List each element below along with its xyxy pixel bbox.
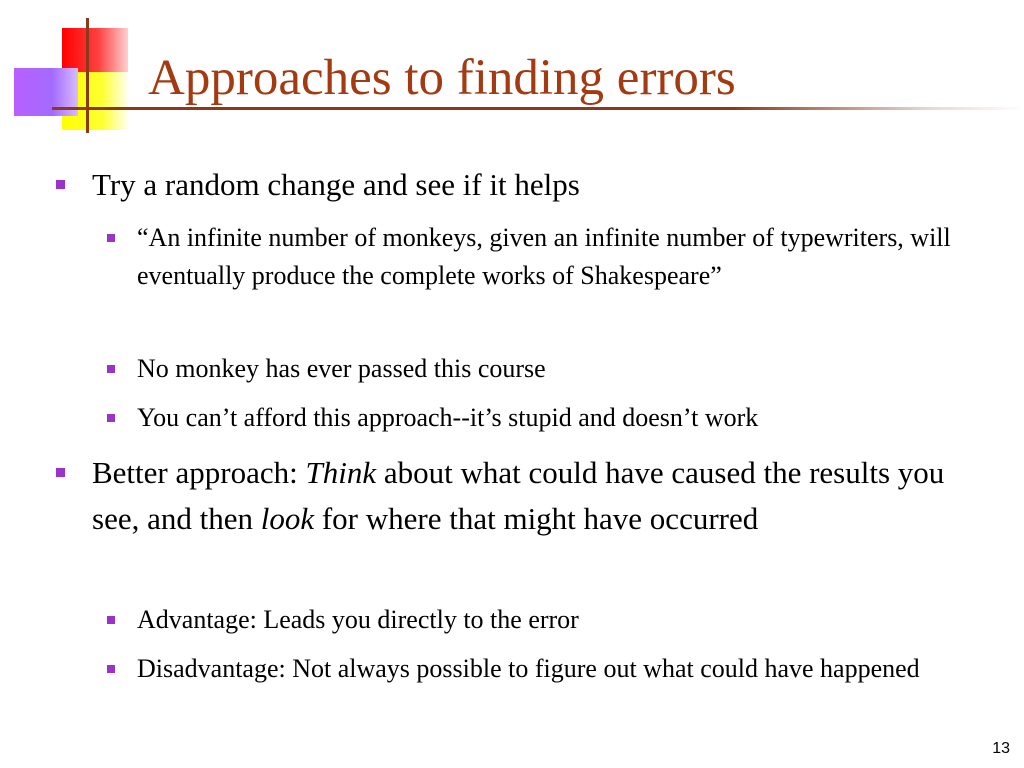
- bullet-text: You can’t afford this approach--it’s stupid and doesn’t work: [137, 403, 759, 432]
- square-bullet-icon: [56, 180, 65, 189]
- slide-title: Approaches to finding errors: [148, 50, 736, 106]
- bullet-text: Disadvantage: Not always possible to figure out what could have happened: [137, 654, 920, 683]
- bullet-level2: [137, 650, 997, 688]
- bullet-level1: [92, 162, 982, 208]
- square-bullet-icon: [107, 616, 115, 624]
- page-number: 13: [992, 740, 1010, 757]
- bullet-emphasis: look: [260, 501, 315, 536]
- bullet-text-part: about what could have caused the results you see, and then: [92, 455, 945, 536]
- bullet-level1: [92, 450, 962, 542]
- square-bullet-icon: [107, 414, 115, 422]
- bullet-text: No monkey has ever passed this course: [137, 354, 546, 383]
- bullet-text: Advantage: Leads you directly to the error: [137, 605, 579, 634]
- square-bullet-icon: [107, 234, 115, 242]
- bullet-level2: [137, 219, 997, 295]
- bullet-text-part: Better approach:: [92, 455, 306, 490]
- bullet-level2: [137, 601, 997, 639]
- square-bullet-icon: [107, 665, 115, 673]
- bullet-emphasis: Think: [305, 455, 377, 490]
- square-bullet-icon: [56, 468, 65, 477]
- bullet-text: “An infinite number of monkeys, given an infinite number of typewriters, will eventually produce the complete works of Shakespeare”: [137, 223, 951, 290]
- bullet-text-part: for where that might have occurred: [314, 501, 759, 536]
- bullet-level2: [137, 350, 997, 388]
- bullet-text: Try a random change and see if it helps: [92, 167, 580, 202]
- square-bullet-icon: [107, 365, 115, 373]
- bullet-level2: [137, 399, 997, 437]
